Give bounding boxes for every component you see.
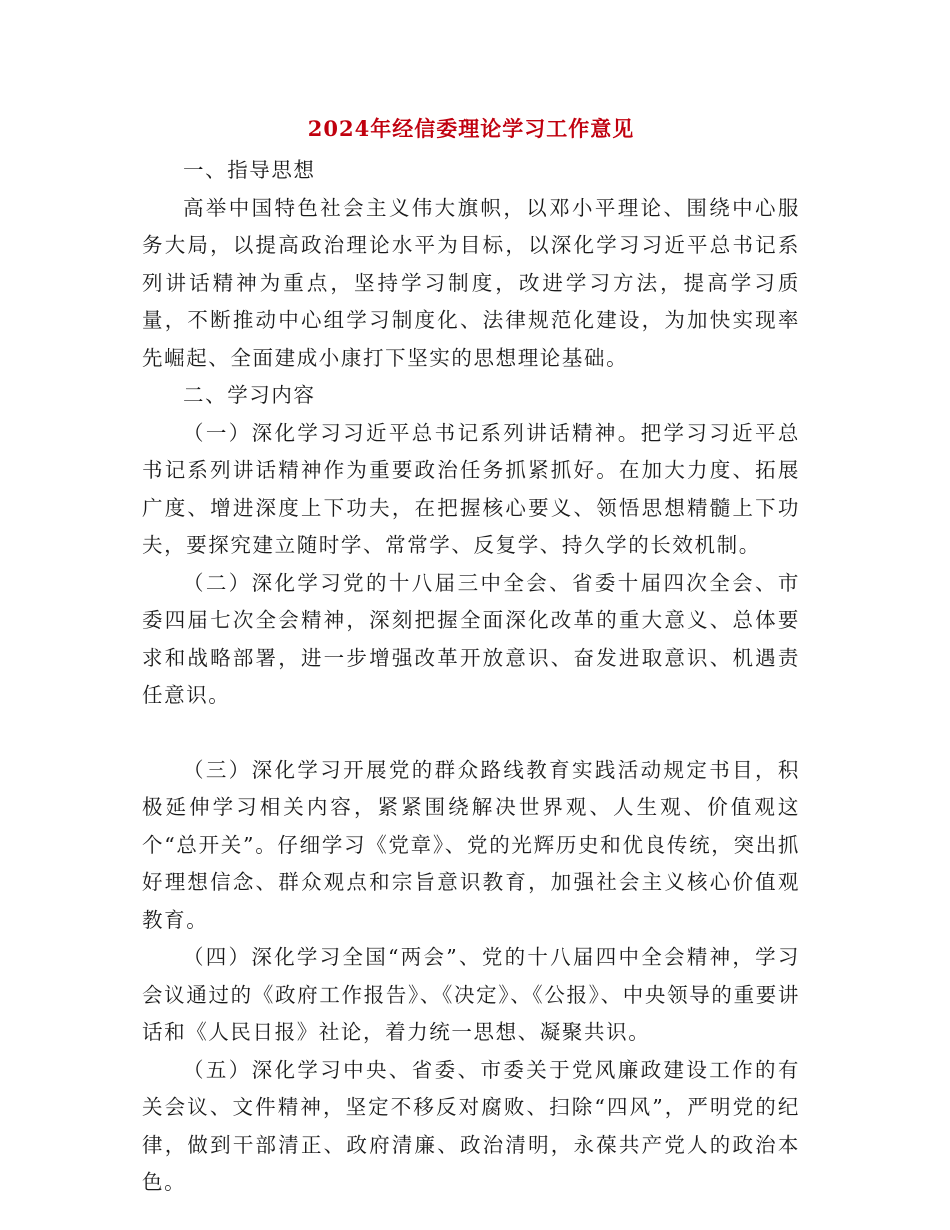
paragraph-item-1: （一）深化学习习近平总书记系列讲话精神。把学习习近平总书记系列讲话精神作为重要政治任务抓紧抓好。在加大力度、拓展广度、增进深度上下功夫，在把握核心要义、领悟思想精髓上下功夫，要探究建立随时学、常常学、反复学、持久学的长效机制。 — [142, 420, 800, 557]
paragraph-item-3: （三）深化学习开展党的群众路线教育实践活动规定书目，积极延伸学习相关内容，紧紧围绕解决世界观、人生观、价值观这个“总开关”。仔细学习《党章》、党的光辉历史和优良传统，突出抓好理想信念、群众观点和宗旨意识教育，加强社会主义核心价值观教育。 — [142, 757, 800, 932]
section-heading-guiding-ideology: 一、指导思想 — [183, 158, 316, 182]
paragraph-item-5: （五）深化学习中央、省委、市委关于党风廉政建设工作的有关会议、文件精神，坚定不移反对腐败、扫除“四风”，严明党的纪律，做到干部清正、政府清廉、政治清明，永葆共产党人的政治本色。 — [142, 1057, 800, 1194]
paragraph-item-4: （四）深化学习全国“两会”、党的十八届四中全会精神，学习会议通过的《政府工作报告》、《决定》、《公报》、中央领导的重要讲话和《人民日报》社论，着力统一思想、凝聚共识。 — [142, 945, 800, 1044]
document-body — [142, 152, 800, 1202]
document-page — [142, 112, 800, 1202]
section-heading-study-content: 二、学习内容 — [183, 383, 316, 407]
paragraph-guiding-ideology: 高举中国特色社会主义伟大旗帜，以邓小平理论、围绕中心服务大局，以提高政治理论水平为目标，以深化学习习近平总书记系列讲话精神为重点，坚持学习制度，改进学习方法，提高学习质量，不断推动中心组学习制度化、法律规范化建设，为加快实现率先崛起、全面建成小康打下坚实的思想理论基础。 — [142, 195, 800, 370]
paragraph-spacer — [142, 715, 800, 752]
document-title: 2024年经信委理论学习工作意见 — [307, 116, 635, 141]
paragraph-item-2: （二）深化学习党的十八届三中全会、省委十届四次全会、市委四届七次全会精神，深刻把握全面深化改革的重大意义、总体要求和战略部署，进一步增强改革开放意识、奋发进取意识、机遇责任意识。 — [142, 570, 800, 707]
